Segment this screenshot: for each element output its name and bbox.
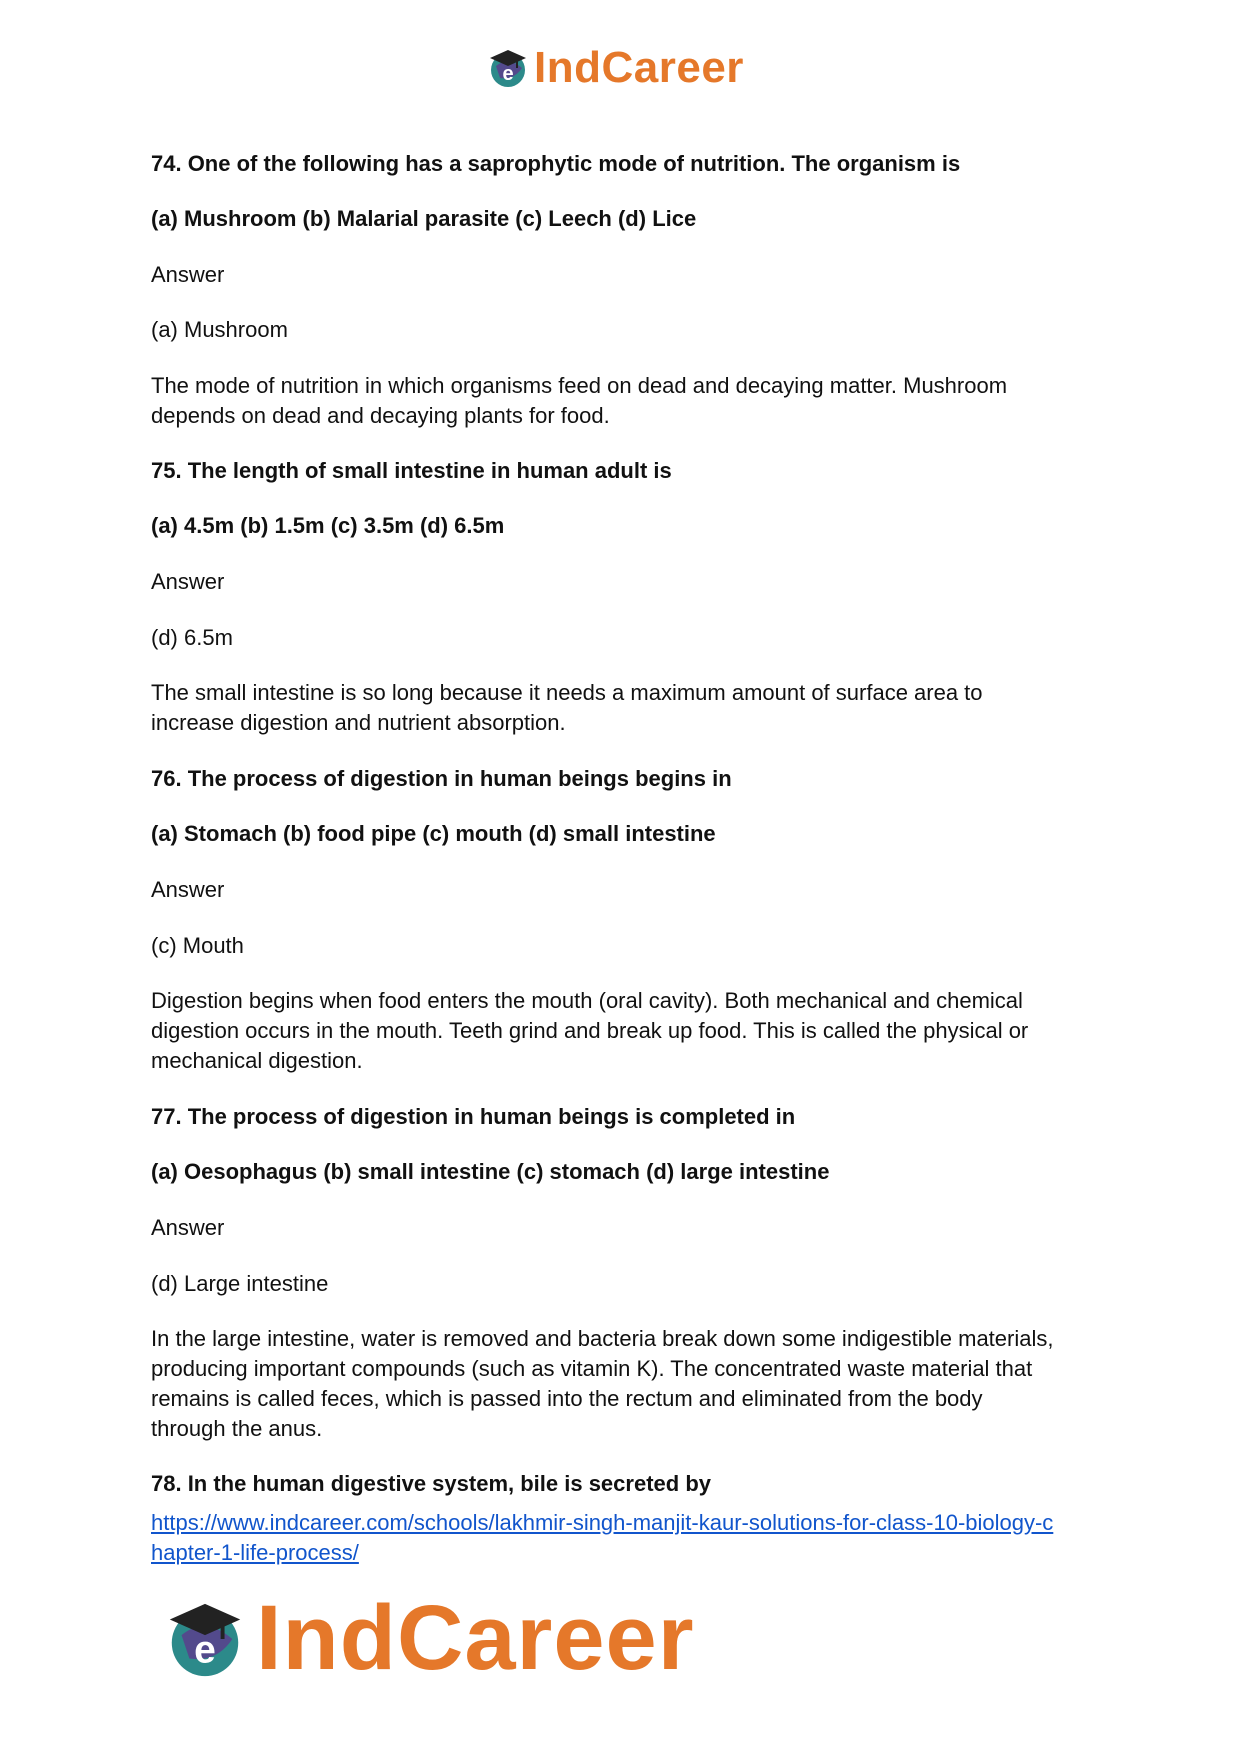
question-options: (a) Stomach (b) food pipe (c) mouth (d) small intestine — [151, 821, 716, 846]
question-text: 77. The process of digestion in human beings is completed in — [151, 1104, 796, 1129]
explanation-line: The mode of nutrition in which organisms feed on dead and decaying matter. Mushroom — [151, 373, 1008, 398]
question-options: (a) 4.5m (b) 1.5m (c) 3.5m (d) 6.5m — [151, 513, 505, 538]
answer-label: Answer — [151, 569, 225, 594]
answer-text: (a) Mushroom — [151, 317, 288, 342]
graduation-cap-globe-icon — [162, 1596, 248, 1682]
explanation-line: digestion occurs in the mouth. Teeth grind and break up food. This is called the physical or — [151, 1018, 1029, 1043]
explanation-line: through the anus. — [151, 1416, 323, 1441]
answer-label: Answer — [151, 877, 225, 902]
source-link[interactable]: https://www.indcareer.com/schools/lakhmir-singh-manjit-kaur-solutions-for-class-10-biology-c — [151, 1510, 1054, 1535]
question-options: (a) Mushroom (b) Malarial parasite (c) Leech (d) Lice — [151, 206, 697, 231]
question-text: 75. The length of small intestine in human adult is — [151, 458, 672, 483]
explanation-line: increase digestion and nutrient absorption. — [151, 710, 566, 735]
explanation-line: remains is called feces, which is passed into the rectum and eliminated from the body — [151, 1386, 983, 1411]
brand-wordmark: IndCareer — [256, 1587, 695, 1689]
answer-text: (d) 6.5m — [151, 625, 233, 650]
question-text: 76. The process of digestion in human beings begins in — [151, 766, 732, 791]
explanation-line: The small intestine is so long because it needs a maximum amount of surface area to — [151, 680, 983, 705]
source-link[interactable]: hapter-1-life-process/ — [151, 1540, 359, 1565]
explanation-line: producing important compounds (such as vitamin K). The concentrated waste material that — [151, 1356, 1033, 1381]
question-text: 78. In the human digestive system, bile is secreted by — [151, 1471, 711, 1496]
brand-wordmark: IndCareer — [534, 43, 744, 92]
answer-label: Answer — [151, 1215, 225, 1240]
explanation-line: In the large intestine, water is removed and bacteria break down some indigestible materials, — [151, 1326, 1054, 1351]
explanation-line: Digestion begins when food enters the mouth (oral cavity). Both mechanical and chemical — [151, 988, 1023, 1013]
svg-text:e: e — [194, 1627, 216, 1671]
question-options: (a) Oesophagus (b) small intestine (c) stomach (d) large intestine — [151, 1159, 830, 1184]
answer-text: (d) Large intestine — [151, 1271, 329, 1296]
answer-text: (c) Mouth — [151, 933, 244, 958]
footer-logo — [162, 1586, 695, 1691]
explanation-line: mechanical digestion. — [151, 1048, 363, 1073]
graduation-cap-globe-icon — [486, 46, 530, 90]
header-logo — [486, 40, 744, 96]
question-text: 74. One of the following has a saprophytic mode of nutrition. The organism is — [151, 151, 961, 176]
svg-text:e: e — [502, 63, 514, 85]
answer-label: Answer — [151, 262, 225, 287]
explanation-line: depends on dead and decaying plants for food. — [151, 403, 610, 428]
